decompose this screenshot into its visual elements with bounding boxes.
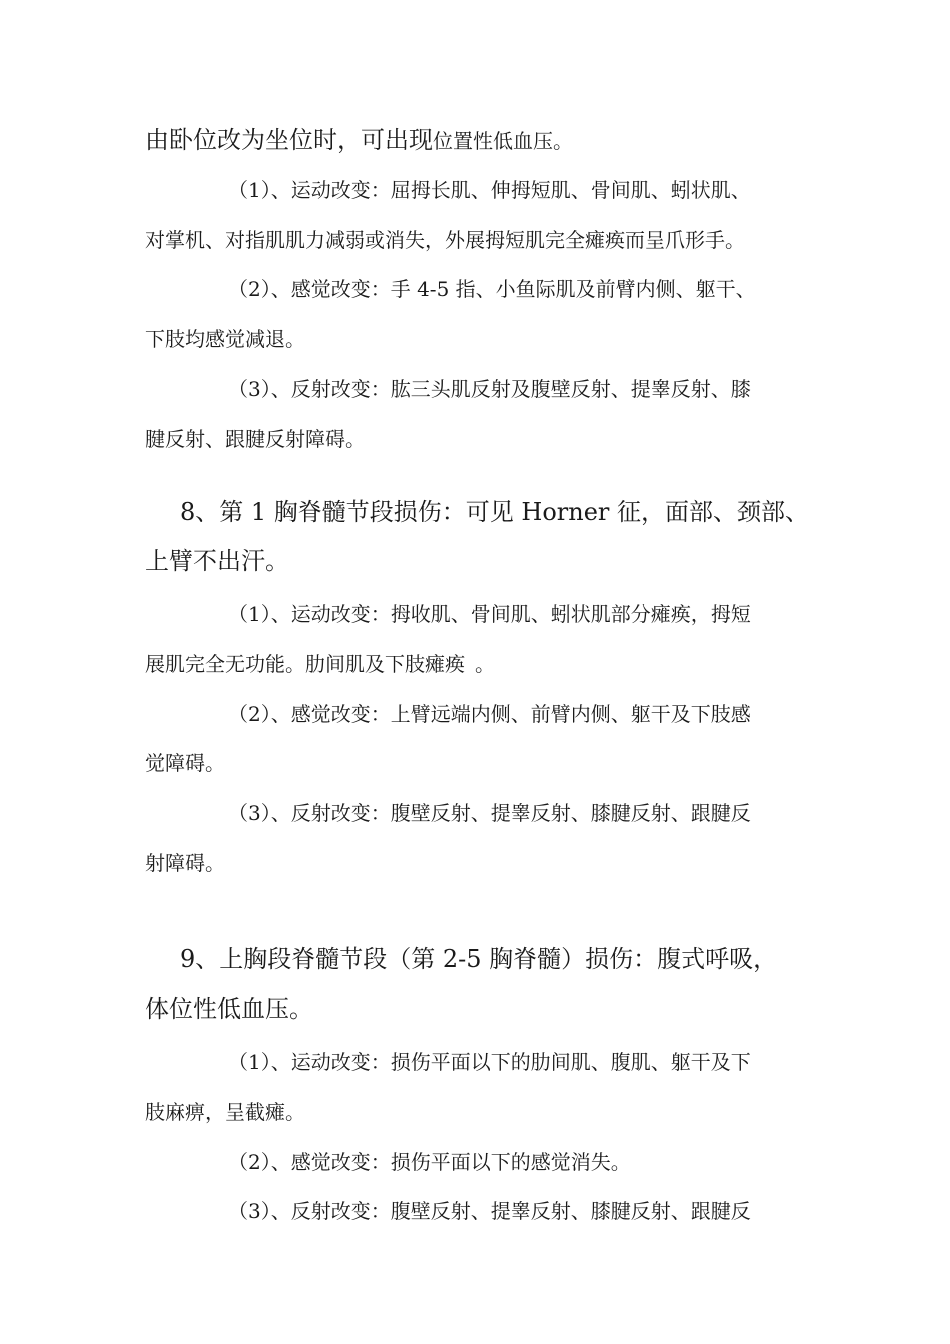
text-line: 肢麻痹，呈截瘫。 bbox=[145, 1100, 305, 1124]
text-line: （1）、运动改变：拇收肌、骨间肌、蚓状肌部分瘫痪，拇短 bbox=[228, 602, 751, 626]
text-line: （3）、反射改变：肱三头肌反射及腹壁反射、提睾反射、膝 bbox=[228, 377, 751, 401]
text-line: 下肢均感觉减退。 bbox=[145, 327, 305, 351]
text-run-small: 位置性低血压。 bbox=[433, 129, 573, 153]
text-line: （3）、反射改变：腹壁反射、提睾反射、膝腱反射、跟腱反 bbox=[228, 1199, 751, 1223]
section-heading-line: 9、上胸段脊髓节段（第 2-5 胸脊髓）损伤：腹式呼吸， bbox=[180, 945, 778, 973]
text-run: 。 bbox=[475, 652, 495, 676]
text-line: 射障碍。 bbox=[145, 851, 225, 875]
text-run: 由卧位改为坐位时，可出现 bbox=[145, 126, 433, 154]
text-run: 展肌完全无功能。肋间肌及下肢瘫痪 bbox=[145, 652, 465, 676]
text-line: （3）、反射改变：腹壁反射、提睾反射、膝腱反射、跟腱反 bbox=[228, 801, 751, 825]
section-heading-line: 体位性低血压。 bbox=[145, 995, 313, 1023]
text-line: （1）、运动改变：损伤平面以下的肋间肌、腹肌、躯干及下 bbox=[228, 1050, 751, 1074]
text-line: （2）、感觉改变：上臂远端内侧、前臂内侧、躯干及下肢感 bbox=[228, 702, 751, 726]
text-line: （2）、感觉改变：损伤平面以下的感觉消失。 bbox=[228, 1150, 631, 1174]
text-line: （1）、运动改变：屈拇长肌、伸拇短肌、骨间肌、蚓状肌、 bbox=[228, 178, 751, 202]
text-line: （2）、感觉改变：手 4-5 指、小鱼际肌及前臂内侧、躯干、 bbox=[228, 277, 756, 301]
text-line bbox=[145, 120, 573, 155]
text-line: 对掌机、对指肌肌力减弱或消失，外展拇短肌完全瘫痪而呈爪形手。 bbox=[145, 228, 745, 252]
section-heading-line: 8、第 1 胸脊髓节段损伤：可见 Horner 征，面部、颈部、 bbox=[180, 498, 810, 526]
text-line: 腱反射、跟腱反射障碍。 bbox=[145, 427, 365, 451]
text-line bbox=[145, 648, 495, 677]
section-heading-line: 上臂不出汗。 bbox=[145, 547, 289, 575]
text-line: 觉障碍。 bbox=[145, 751, 225, 775]
